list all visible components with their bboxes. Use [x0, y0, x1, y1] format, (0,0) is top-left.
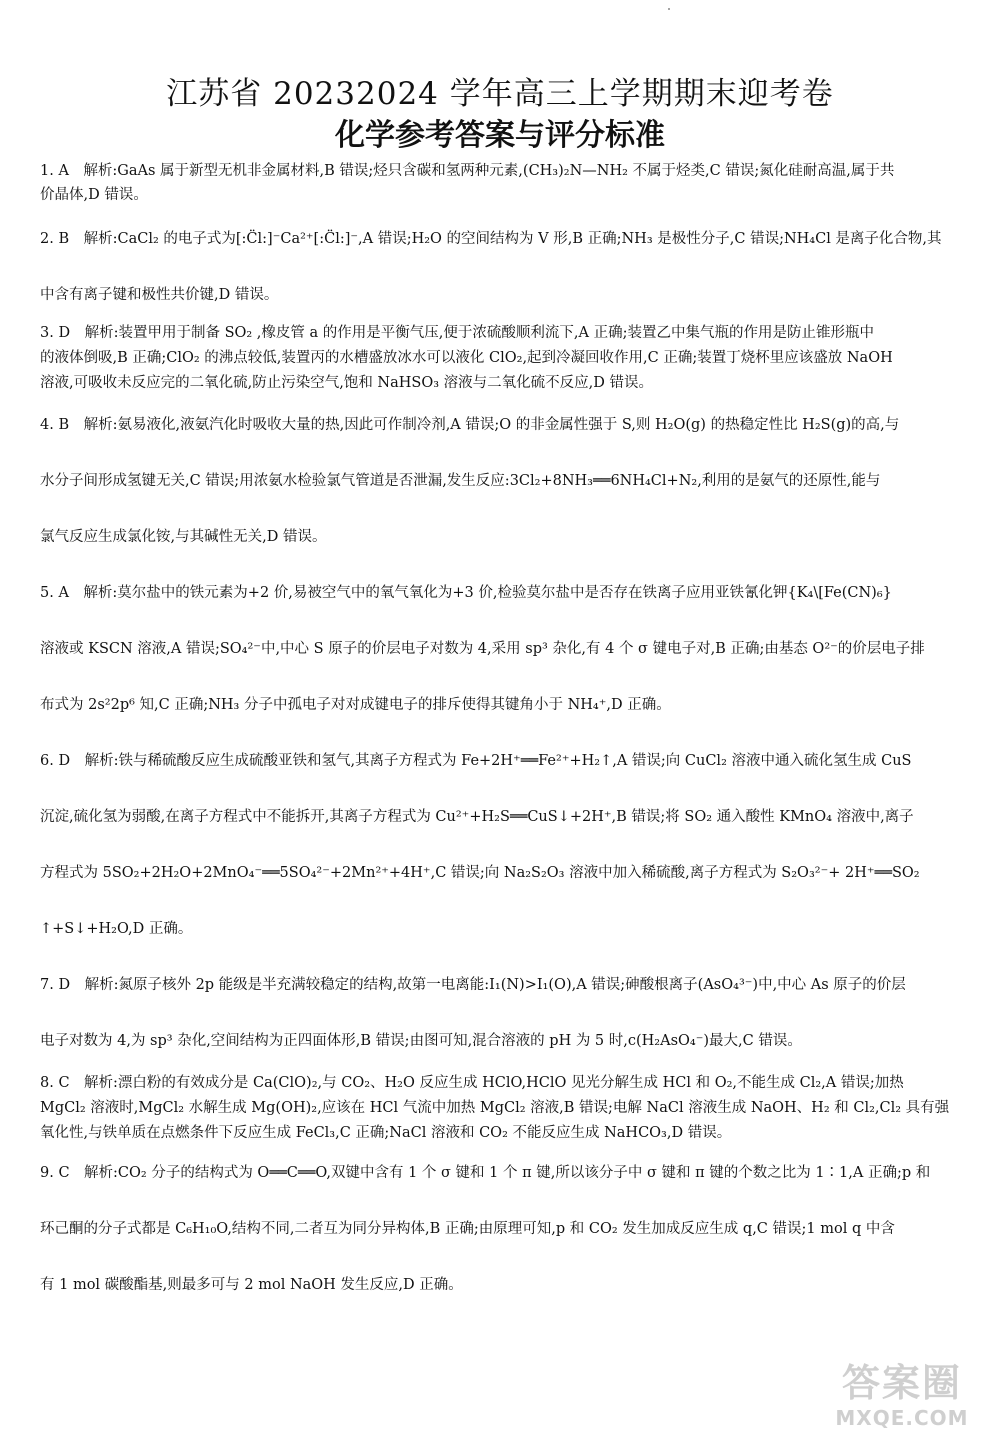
- text-line: 2. B 解析:CaCl₂ 的电子式为[:C̈l:]⁻Ca²⁺[:C̈l:]⁻,A 错误;H₂O 的空间结构为 V 形,B 正确;NH₃ 是极性分子,C 错误;NH₄Cl 是离子化合物,其: [40, 231, 942, 247]
- text-line: 布式为 2s²2p⁶ 知,C 正确;NH₃ 分子中孤电子对对成键电子的排斥使得其键角小于 NH₄⁺,D 正确。: [40, 697, 671, 713]
- watermark-logo: 答案圈: [841, 1361, 962, 1405]
- watermark: [832, 1360, 972, 1438]
- scan-speck: [668, 8, 670, 10]
- text-line: 7. D 解析:氮原子核外 2p 能级是半充满较稳定的结构,故第一电离能:I₁(N)>I₁(O),A 错误;砷酸根离子(AsO₄³⁻)中,中心 As 原子的价层: [40, 977, 906, 993]
- text-line: 方程式为 5SO₂+2H₂O+2MnO₄⁻══5SO₄²⁻+2Mn²⁺+4H⁺,C 错误;向 Na₂S₂O₃ 溶液中加入稀硫酸,离子方程式为 S₂O₃²⁻+ 2H⁺══SO₂: [40, 865, 920, 881]
- text-line: ↑+S↓+H₂O,D 正确。: [40, 921, 193, 937]
- watermark-url: MXQE.COM: [835, 1406, 969, 1430]
- text-line: 5. A 解析:莫尔盐中的铁元素为+2 价,易被空气中的氧气氧化为+3 价,检验莫尔盐中是否存在铁离子应用亚铁氰化钾{K₄\[Fe(CN)₆}: [40, 585, 892, 601]
- text-line: 溶液或 KSCN 溶液,A 错误;SO₄²⁻中,中心 S 原子的价层电子对数为 4,采用 sp³ 杂化,有 4 个 σ 键电子对,B 正确;由基态 O²⁻的价层电子排: [40, 641, 925, 657]
- text-line: 9. C 解析:CO₂ 分子的结构式为 O══C══O,双键中含有 1 个 σ 键和 1 个 π 键,所以该分子中 σ 键和 π 键的个数之比为 1∶1,A 正确;p 和: [40, 1165, 931, 1181]
- text-line: 价晶体,D 错误。: [40, 187, 148, 203]
- text-line: 3. D 解析:装置甲用于制备 SO₂ ,橡皮管 a 的作用是平衡气压,便于浓硫酸顺利流下,A 正确;装置乙中集气瓶的作用是防止锥形瓶中: [40, 325, 874, 341]
- text-line: 1. A 解析:GaAs 属于新型无机非金属材料,B 错误;烃只含碳和氢两种元素,(CH₃)₂N—NH₂ 不属于烃类,C 错误;氮化硅耐高温,属于共: [40, 163, 895, 179]
- page-title: 江苏省 20232024 学年高三上学期期末迎考卷: [166, 76, 834, 112]
- text-line: 中含有离子键和极性共价键,D 错误。: [40, 287, 279, 303]
- text-line: 6. D 解析:铁与稀硫酸反应生成硫酸亚铁和氢气,其离子方程式为 Fe+2H⁺══Fe²⁺+H₂↑,A 错误;向 CuCl₂ 溶液中通入硫化氢生成 CuS: [40, 753, 912, 769]
- text-line: 水分子间形成氢键无关,C 错误;用浓氨水检验氯气管道是否泄漏,发生反应:3Cl₂+8NH₃══6NH₄Cl+N₂,利用的是氨气的还原性,能与: [40, 473, 881, 489]
- text-line: 环己酮的分子式都是 C₆H₁₀O,结构不同,二者互为同分异构体,B 正确;由原理可知,p 和 CO₂ 发生加成反应生成 q,C 错误;1 mol q 中含: [40, 1221, 895, 1237]
- text-line: 氯气反应生成氯化铵,与其碱性无关,D 错误。: [40, 529, 327, 545]
- text-line: 4. B 解析:氨易液化,液氨汽化时吸收大量的热,因此可作制冷剂,A 错误;O 的非金属性强于 S,则 H₂O(g) 的热稳定性比 H₂S(g)的高,与: [40, 417, 900, 433]
- text-line: 电子对数为 4,为 sp³ 杂化,空间结构为正四面体形,B 错误;由图可知,混合溶液的 pH 为 5 时,c(H₂AsO₄⁻)最大,C 错误。: [40, 1033, 802, 1049]
- redaction-box: [197, 910, 309, 944]
- text-line: 溶液,可吸收未反应完的二氧化硫,防止污染空气,饱和 NaHSO₃ 溶液与二氧化硫不反应,D 错误。: [40, 375, 653, 391]
- text-line: 的液体倒吸,B 正确;ClO₂ 的沸点较低,装置丙的水槽盛放冰水可以液化 ClO₂,起到冷凝回收作用,C 正确;装置丁烧杯里应该盛放 NaOH: [40, 350, 893, 366]
- text-line: 沉淀,硫化氢为弱酸,在离子方程式中不能拆开,其离子方程式为 Cu²⁺+H₂S══CuS↓+2H⁺,B 错误;将 SO₂ 通入酸性 KMnO₄ 溶液中,离子: [40, 809, 914, 825]
- text-line: MgCl₂ 溶液时,MgCl₂ 水解生成 Mg(OH)₂,应该在 HCl 气流中加热 MgCl₂ 溶液,B 错误;电解 NaCl 溶液生成 NaOH、H₂ 和 Cl₂,Cl₂ 具有强: [40, 1100, 950, 1116]
- page-subtitle: 化学参考答案与评分标准: [335, 118, 665, 153]
- text-line: 氧化性,与铁单质在点燃条件下反应生成 FeCl₃,C 正确;NaCl 溶液和 CO₂ 不能反应生成 NaHCO₃,D 错误。: [40, 1125, 732, 1141]
- text-line: 有 1 mol 碳酸酯基,则最多可与 2 mol NaOH 发生反应,D 正确。: [40, 1277, 463, 1293]
- text-line: 8. C 解析:漂白粉的有效成分是 Ca(ClO)₂,与 CO₂、H₂O 反应生成 HClO,HClO 见光分解生成 HCl 和 O₂,不能生成 Cl₂,A 错误;加热: [40, 1075, 904, 1091]
